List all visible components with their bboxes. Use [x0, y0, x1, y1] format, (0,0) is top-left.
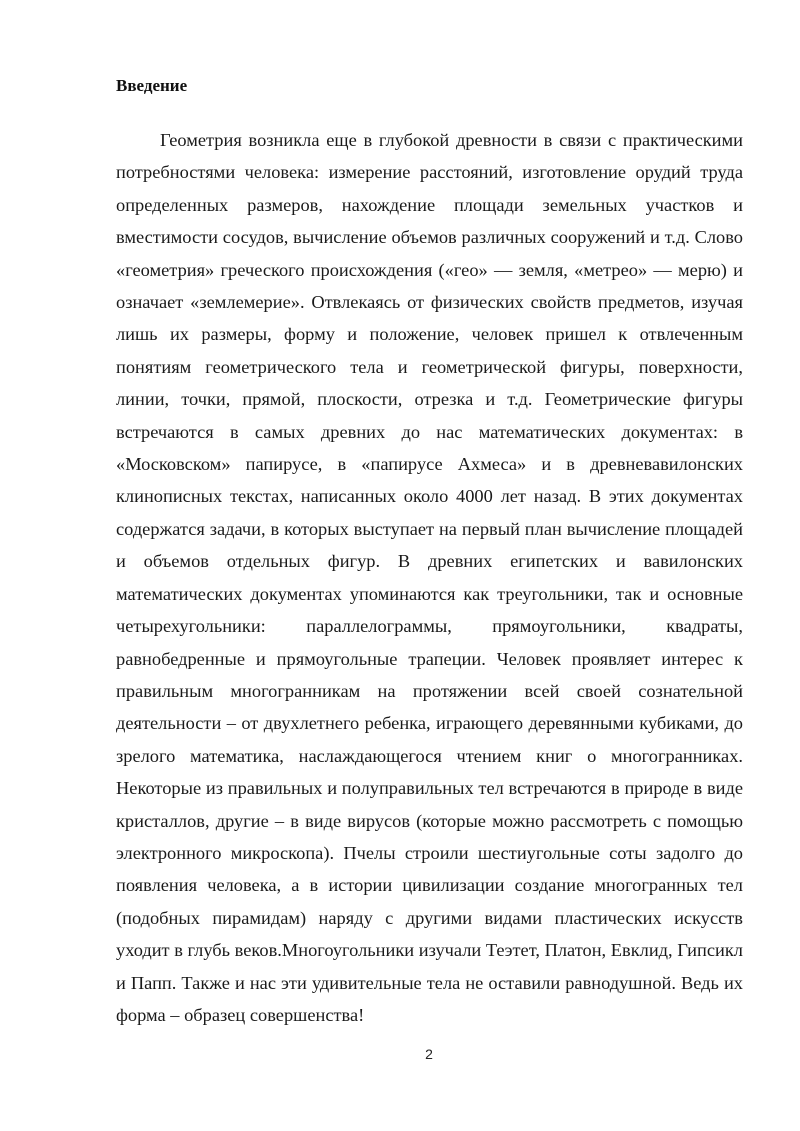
body-paragraph: Геометрия возникла еще в глубокой древности в связи с практическими потребностями человека: измерение расстояний, изготовление орудий труда определенных размеров, нахождение площади земельных участков и вместимости сосудов, вычисление объемов различных сооружений и т.д. Слово «геометрия» греческого происхождения («гео» — земля, «метрео» — мерю) и означает «землемерие». Отвлекаясь от физических свойств предметов, изучая лишь их размеры, форму и положение, человек пришел к отвлеченным понятиям геометрического тела и геометрической фигуры, поверхности, линии, точки, прямой, плоскости, отрезка и т.д. Геометрические фигуры встречаются в самых древних до нас математических документах: в «Московском» папирусе, в «папирусе Ахмеса» и в древневавилонских клинописных текстах, написанных около 4000 лет назад. В этих документах содержатся задачи, в которых выступает на первый план вычисление площадей и объемов отдельных фигур. В древних египетских и вавилонских математических документах упоминаются как треугольники, так и основные четырехугольники: параллелограммы, прямоугольники, квадраты, равнобедренные и прямоугольные трапеции. Человек проявляет интерес к правильным многогранникам на протяжении всей своей сознательной деятельности – от двухлетнего ребенка, играющего деревянными кубиками, до зрелого математика, наслаждающегося чтением книг о многогранниках. Некоторые из правильных и полуправильных тел встречаются в природе в виде кристаллов, другие – в виде вирусов (которые можно рассмотреть с помощью электронного микроскопа). Пчелы строили шестиугольные соты задолго до появления человека, а в истории цивилизации создание многогранных тел (подобных пирамидам) наряду с другими видами пластических искусств уходит в глубь веков.Многоугольники изучали Теэтет, Платон, Евклид, Гипсикл и Папп. Также и нас эти удивительные тела не оставили равнодушной. Ведь их форма – образец совершенства!: [116, 130, 743, 1025]
section-heading: Введение: [116, 76, 188, 95]
page-number: 2: [425, 1046, 433, 1062]
